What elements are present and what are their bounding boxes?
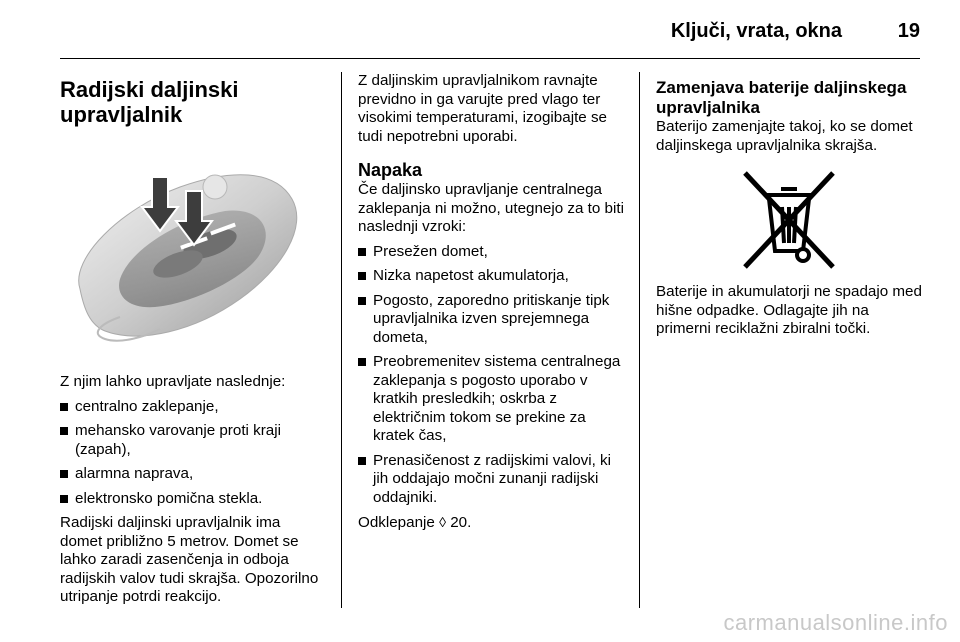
col1-intro: Z njim lahko upravljate naslednje:: [60, 373, 286, 390]
unlock-label: Odklepanje: [358, 514, 435, 531]
battery-heading: Zamenjava baterije daljinskega upravljalnika: [656, 78, 907, 117]
list-item: centralno zaklepanje,: [60, 398, 325, 417]
page-header: [60, 14, 920, 58]
page-reference-icon: ◊: [439, 514, 446, 530]
column-3: [656, 72, 922, 339]
list-item: Prenasičenost z radijskimi valovi, ki jih oddajajo močni zunanji radijski oddajniki.: [358, 452, 624, 508]
range-paragraph: Radijski daljinski upravljalnik ima domet približno 5 metrov. Domet se lahko zaradi zasenčenja in odboja radijskih valov tudi skrajša. Opozorilno utripanje potrdi reakcijo.: [60, 514, 319, 605]
unlock-page[interactable]: 20.: [450, 514, 472, 531]
column-divider-right: [639, 72, 640, 608]
unlock-reference: [358, 513, 624, 533]
page-number: 19: [897, 20, 920, 42]
column-1: [60, 72, 325, 607]
chapter-title: Ključi, vrata, okna: [670, 20, 842, 42]
column-divider-left: [341, 72, 342, 608]
remote-key-illustration: [60, 139, 325, 359]
fault-heading: Napaka: [358, 160, 423, 180]
list-item: elektronsko pomična stekla.: [60, 490, 325, 509]
list-item: Preobremenitev sistema centralnega zaklepanja s pogosto uporabo v kratkih presledkih; oskrba z električnim tokom se prekine za kratek čas,: [358, 353, 624, 446]
battery-paragraph: Baterijo zamenjajte takoj, ko se domet daljinskega upravljalnika skrajša.: [656, 118, 913, 154]
list-item: Nizka napetost akumulatorja,: [358, 267, 624, 286]
function-list: [60, 398, 325, 509]
disposal-paragraph: Baterije in akumulatorji ne spadajo med hišne odpadke. Odlagajte jih na primerni reciklažni zbiralni točki.: [656, 283, 922, 337]
list-item: Pogosto, zaporedno pritiskanje tipk upravljalnika izven sprejemnega dometa,: [358, 292, 624, 348]
list-item: Presežen domet,: [358, 243, 624, 262]
header-rule: [60, 58, 920, 59]
care-paragraph: Z daljinskim upravljalnikom ravnajte previdno in ga varujte pred vlago ter visokimi temperaturami, izogibajte se tudi nepotrebni uporabi.: [358, 72, 607, 145]
fault-intro: Če daljinsko upravljanje centralnega zaklepanja ni možno, utegnejo za to biti naslednji vzroki:: [358, 181, 624, 235]
section-title: Radijski daljinski upravljalnik: [60, 77, 239, 127]
crossed-bin-icon: [737, 167, 841, 271]
fault-causes-list: [358, 243, 624, 508]
watermark: carmanualsonline.info: [723, 610, 948, 635]
column-2: [358, 72, 624, 533]
list-item: alarmna naprava,: [60, 465, 325, 484]
list-item: mehansko varovanje proti kraji (zapah),: [60, 422, 325, 459]
